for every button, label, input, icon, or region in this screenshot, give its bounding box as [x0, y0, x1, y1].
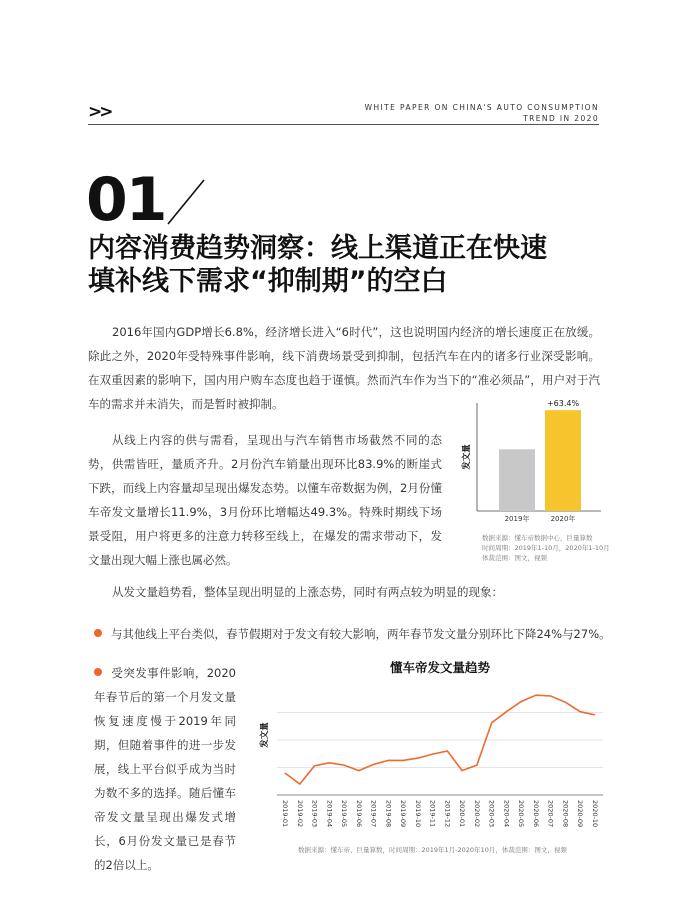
line-chart-source: 数据来源：懂车帝、巨量算数，时间周期：2019年1月-2020年10月，体裁范围：图文，视频 — [298, 846, 567, 854]
bullet-2 — [94, 661, 236, 877]
paragraph-3: 从发文量趋势看，整体呈现出明显的上涨态势，同时有两点较为明显的现象： — [112, 585, 503, 599]
header-line-1: WHITE PAPER ON CHINA'S AUTO CONSUMPTION — [364, 103, 599, 112]
bullet-1 — [94, 622, 614, 646]
section-title — [88, 232, 608, 298]
x-tick-label: 2019-08 — [384, 800, 393, 828]
x-tick-label: 2020-05 — [517, 800, 526, 828]
bullet-dot-icon — [94, 629, 102, 637]
bar-source-line-1: 数据来源：懂车帝数据中心，巨量算数 — [482, 534, 593, 542]
section-title-line-1: 内容消费趋势洞察：线上渠道正在快速 — [88, 233, 547, 264]
x-tick-label: 2019-02 — [295, 800, 304, 828]
x-tick-label: 2019-10 — [413, 800, 422, 828]
x-tick-label: 2019-12 — [443, 800, 452, 828]
x-tick-label: 2019-11 — [428, 800, 437, 828]
bar-label-2019: 2019年 — [504, 515, 530, 523]
x-tick-label: 2020-10 — [591, 800, 599, 828]
x-tick-label: 2020-02 — [472, 800, 481, 828]
bar-growth-annotation: +63.4% — [546, 399, 580, 409]
x-tick-label: 2020-06 — [531, 800, 540, 828]
x-tick-label: 2019-05 — [340, 800, 349, 828]
header-line-2: TREND IN 2020 — [523, 114, 599, 123]
line-chart-ylabel: 发文量 — [260, 722, 270, 748]
line-chart — [255, 680, 610, 845]
line-chart-title: 懂车帝发文量趋势 — [389, 660, 490, 675]
bullet-2-text: 受突发事件影响，2020年春节后的第一个月发文量恢复速度慢于2019年同期，但随着事件的进一步发展，线上平台似乎成为当时为数不多的选择。随后懂车帝发文量呈现出爆发式增长，6月份发文量已是春节的2倍以上。 — [94, 666, 236, 872]
bar-2020 — [545, 410, 581, 511]
x-tick-label: 2019-06 — [354, 800, 363, 828]
chevron-icon: >> — [88, 102, 111, 122]
header-divider — [88, 124, 599, 125]
report-header — [365, 102, 599, 124]
slash-icon — [164, 178, 208, 228]
bullet-1-text: 与其他线上平台类似，春节假期对于发文有较大影响，两年春节发文量分别环比下降24%与27%。 — [111, 627, 611, 641]
x-tick-label: 2019-03 — [310, 800, 319, 828]
x-tick-label: 2020-08 — [561, 800, 570, 828]
x-tick-label: 2020-01 — [458, 800, 467, 828]
x-tick-label: 2020-04 — [502, 800, 511, 828]
bar-chart-ylabel: 发文量 — [462, 444, 472, 470]
x-tick-label: 2020-09 — [576, 800, 585, 828]
paragraph-2: 从线上内容的供与需看，呈现出与汽车销售市场截然不同的态势，供需皆旺，量质齐升。2月份汽车销量出现环比83.9%的断崖式下跌，而线上内容量却呈现出爆发态势。以懂车帝数据为例，2月份懂车帝发文量增长11.9%，3月份环比增幅达49.3%。特殊时期线下场景受阻，用户将更多的注意力转移至线上，在爆发的需求带动下，发文量出现大幅上涨也属必然。 — [88, 433, 442, 567]
bar-source-line-2: 时间周期：2019年1-10月，2020年1-10月 — [482, 544, 610, 552]
bar-chart — [455, 395, 605, 530]
x-tick-label: 2019-04 — [325, 800, 334, 828]
x-tick-label: 2019-01 — [281, 800, 289, 828]
paragraph-1: 2016年国内GDP增长6.8%，经济增长进入“6时代”，这也说明国内经济的增长速度正在放缓。除此之外，2020年受特殊事件影响，线下消费场景受到抑制，包括汽车在内的诸多行业深受影响。在双重因素的影响下，国内用户购车态度也趋于谨慎。然而汽车作为当下的“准必须品”，用户对于汽车的需求并未消失，而是暂时被抑制。 — [88, 325, 600, 411]
bar-chart-source — [482, 533, 610, 563]
section-number: 01 — [86, 165, 166, 235]
line-series — [285, 695, 595, 784]
bar-2019 — [499, 449, 535, 511]
x-tick-label: 2020-07 — [546, 800, 555, 828]
section-title-line-2: 填补线下需求“抑制期”的空白 — [88, 266, 448, 297]
bar-label-2020: 2020年 — [550, 515, 576, 523]
bar-source-line-3: 体裁范围：图文，视频 — [482, 554, 547, 562]
bullet-dot-icon — [94, 668, 102, 676]
x-tick-label: 2020-03 — [487, 800, 496, 828]
x-tick-label: 2019-07 — [369, 800, 378, 828]
x-tick-label: 2019-09 — [399, 800, 408, 828]
